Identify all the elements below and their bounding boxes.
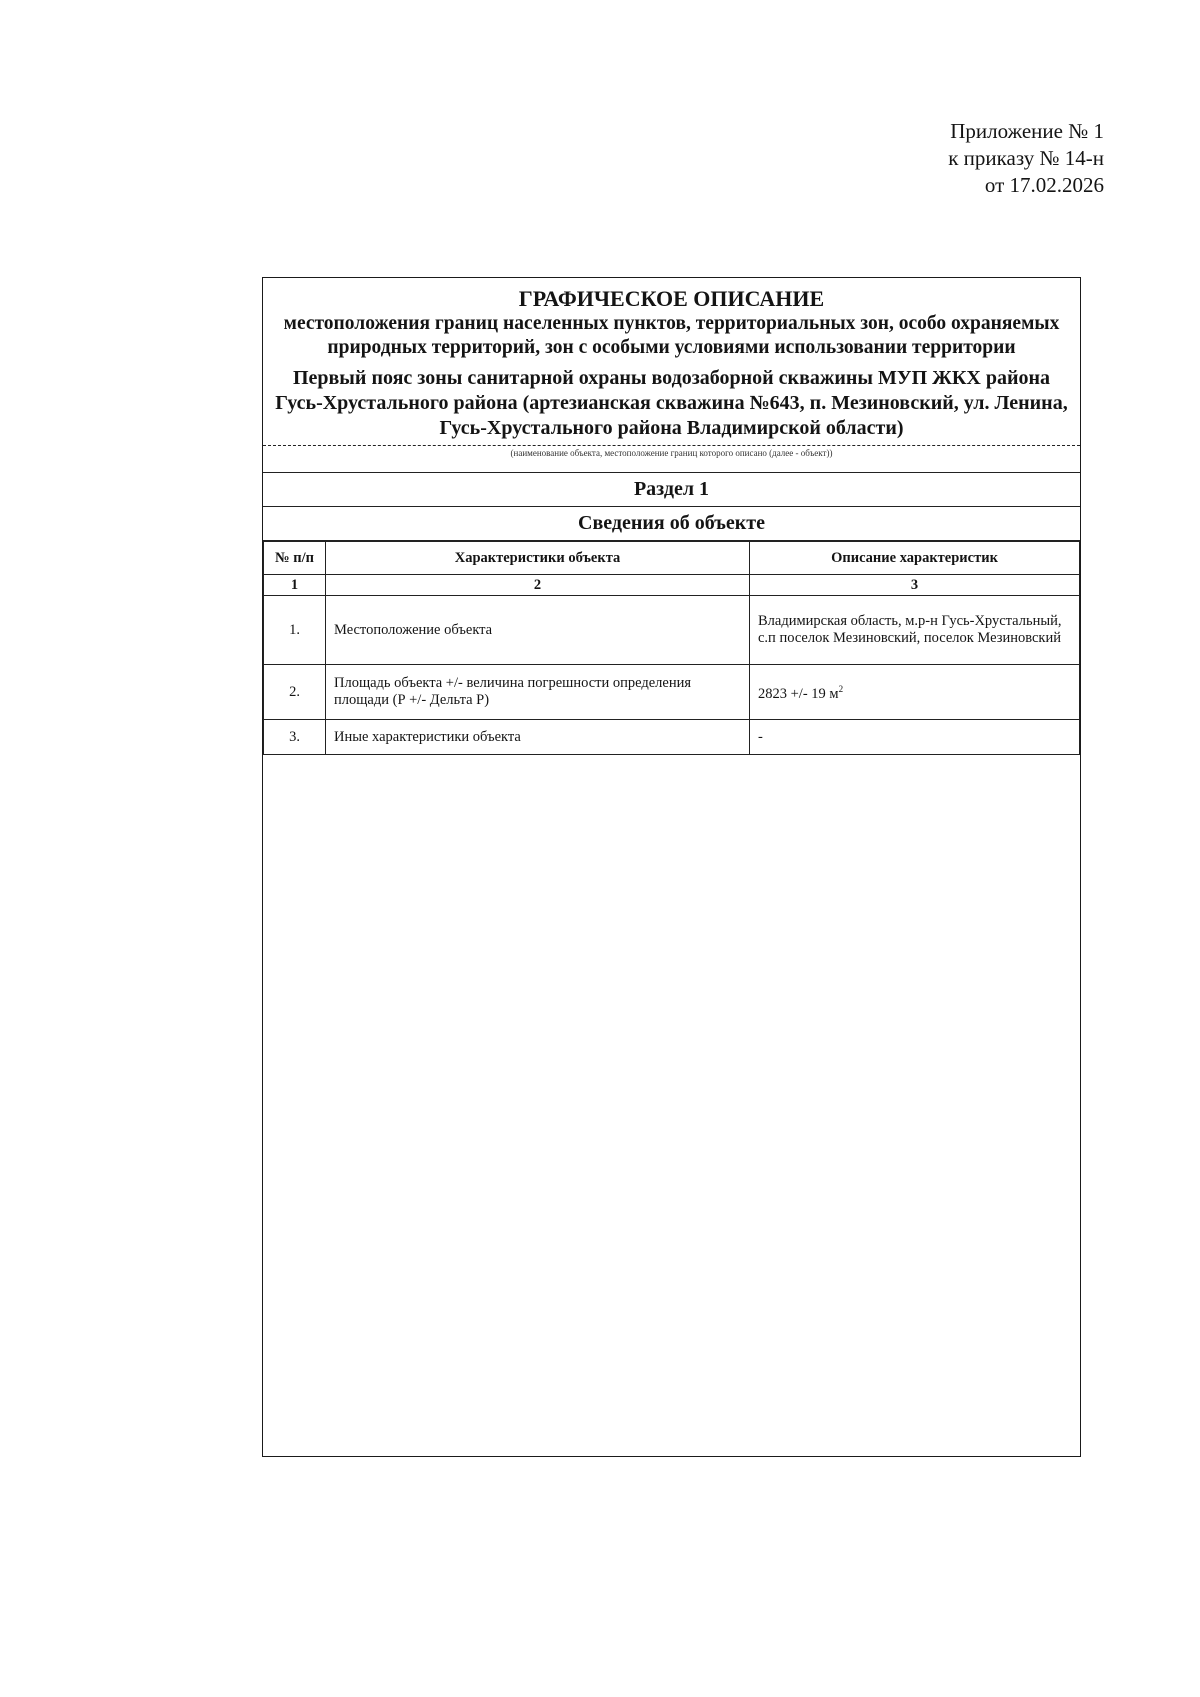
table-row bbox=[264, 596, 1080, 665]
object-info-table bbox=[263, 541, 1080, 755]
object-name: Первый пояс зоны санитарной охраны водозаборной скважины МУП ЖКХ района Гусь-Хрустального района (артезианская скважина №643, п. Мезиновский, ул. Ленина, Гусь-Хрустального района Владимирской области) bbox=[275, 367, 1068, 439]
appendix-reference bbox=[948, 118, 1104, 199]
table-header-row bbox=[264, 542, 1080, 575]
document-title: ГРАФИЧЕСКОЕ ОПИСАНИЕ bbox=[518, 286, 825, 311]
header-description: Описание характеристик bbox=[750, 542, 1080, 575]
row-characteristic: Местоположение объекта bbox=[326, 596, 750, 665]
header-number: № п/п bbox=[264, 542, 326, 575]
row-description bbox=[750, 665, 1080, 720]
row-characteristic: Иные характеристики объекта bbox=[326, 720, 750, 755]
table-row bbox=[264, 720, 1080, 755]
row-number: 1. bbox=[264, 596, 326, 665]
appendix-order-number: к приказу № 14-н bbox=[948, 146, 1104, 170]
row-description: Владимирская область, м.р-н Гусь-Хрустальный, с.п поселок Мезиновский, поселок Мезиновский bbox=[750, 596, 1080, 665]
appendix-order-date: от 17.02.2026 bbox=[984, 173, 1104, 197]
row-number: 2. bbox=[264, 665, 326, 720]
column-number-row bbox=[264, 575, 1080, 596]
document-subtitle: местоположения границ населенных пунктов, территориальных зон, особо охраняемых природных территорий, зон с особыми условиями использовании территории bbox=[283, 313, 1060, 358]
row-description: - bbox=[750, 720, 1080, 755]
table-row bbox=[264, 665, 1080, 720]
section-title: Раздел 1 bbox=[263, 472, 1080, 507]
area-unit-superscript: 2 bbox=[838, 684, 844, 695]
title-block bbox=[263, 278, 1080, 441]
section-subtitle: Сведения об объекте bbox=[263, 507, 1080, 541]
row-number: 3. bbox=[264, 720, 326, 755]
header-characteristic: Характеристики объекта bbox=[326, 542, 750, 575]
column-number: 3 bbox=[750, 575, 1080, 596]
object-name-hint: (наименование объекта, местоположение границ которого описано (далее - объект)) bbox=[510, 448, 833, 458]
document-frame bbox=[262, 277, 1081, 1457]
area-value: 2823 +/- 19 м bbox=[758, 685, 839, 702]
column-number: 1 bbox=[264, 575, 326, 596]
row-characteristic: Площадь объекта +/- величина погрешности определения площади (Р +/- Дельта Р) bbox=[326, 665, 750, 720]
appendix-number: Приложение № 1 bbox=[950, 119, 1104, 143]
column-number: 2 bbox=[326, 575, 750, 596]
